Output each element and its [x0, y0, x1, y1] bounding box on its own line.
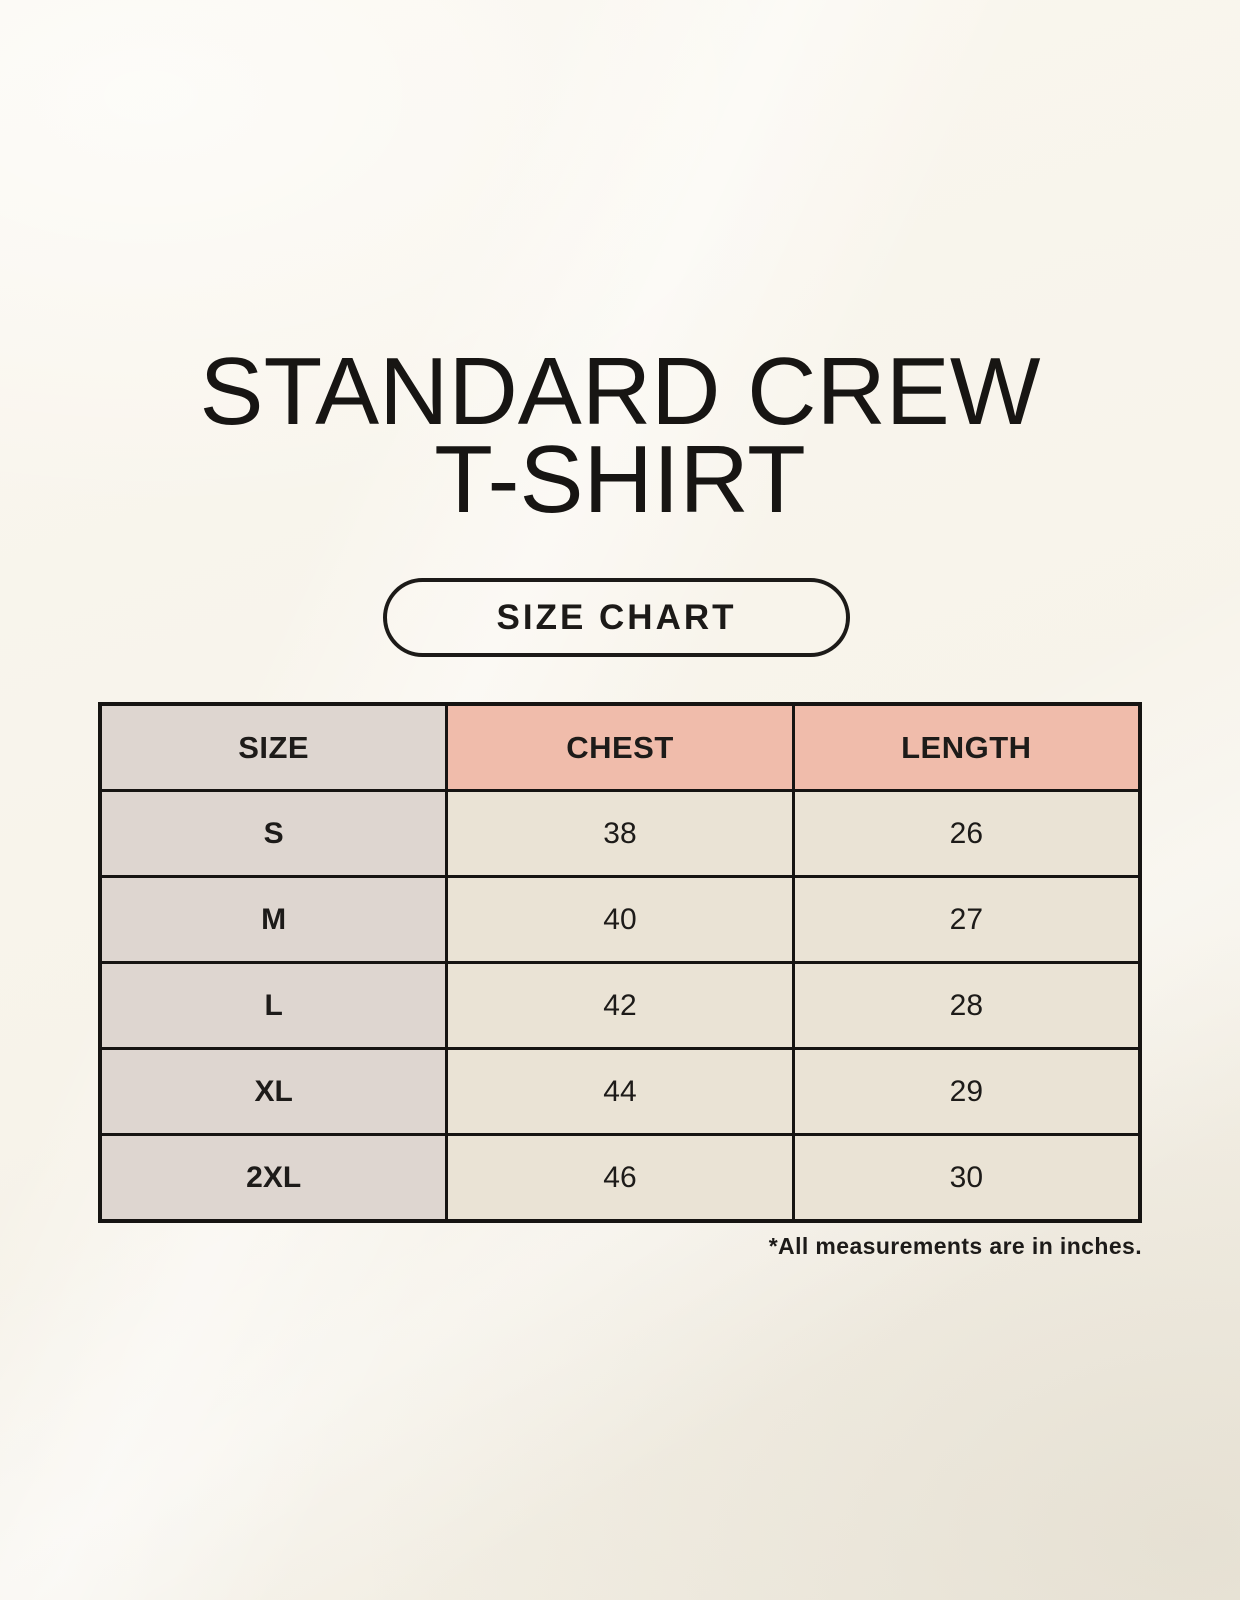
length-cell: 28: [795, 964, 1138, 1047]
page-title-line-1: STANDARD CREW: [199, 338, 1041, 445]
chest-cell: 46: [448, 1136, 791, 1219]
length-cell: 30: [795, 1136, 1138, 1219]
header-chest: CHEST: [448, 706, 791, 789]
length-cell: 26: [795, 792, 1138, 875]
size-chart-badge: [383, 578, 850, 657]
measurements-footnote: *All measurements are in inches.: [768, 1233, 1142, 1259]
size-cell: XL: [102, 1050, 445, 1133]
length-cell: 27: [795, 878, 1138, 961]
header-size: SIZE: [102, 706, 445, 789]
length-cell: 29: [795, 1050, 1138, 1133]
size-cell: M: [102, 878, 445, 961]
chest-cell: 38: [448, 792, 791, 875]
size-cell: L: [102, 964, 445, 1047]
chest-cell: 40: [448, 878, 791, 961]
size-cell: S: [102, 792, 445, 875]
chest-cell: 42: [448, 964, 791, 1047]
header-length: LENGTH: [795, 706, 1138, 789]
size-cell: 2XL: [102, 1136, 445, 1219]
page-title-line-2: T-SHIRT: [434, 426, 806, 533]
size-table: [98, 702, 1142, 1223]
page-title: [0, 338, 1240, 533]
size-chart-badge-label: SIZE CHART: [496, 597, 737, 637]
chest-cell: 44: [448, 1050, 791, 1133]
